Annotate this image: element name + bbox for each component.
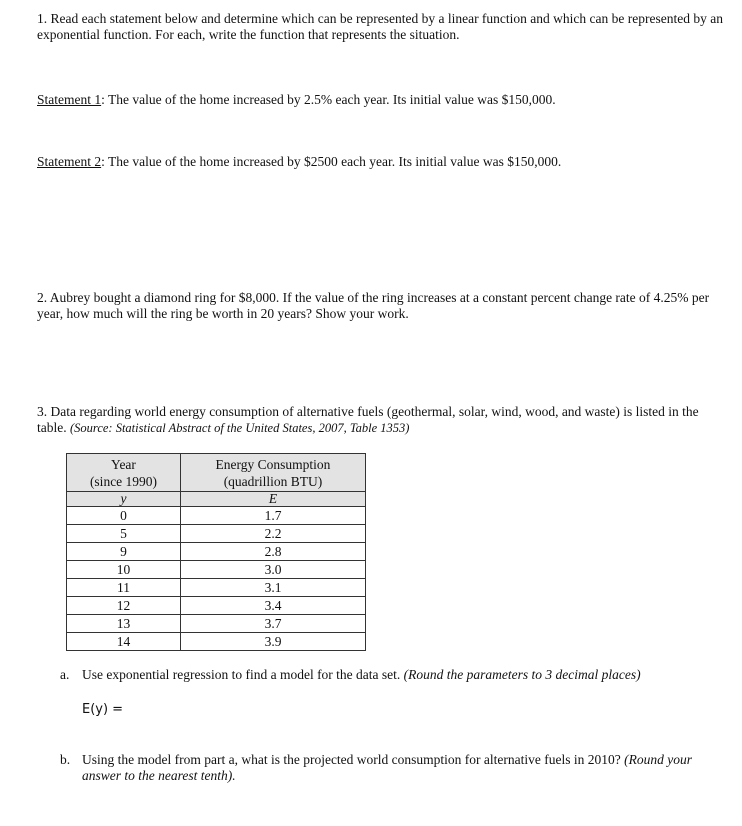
- year-header: [67, 454, 181, 492]
- energy-cell: 1.7: [181, 507, 366, 525]
- question-1: [37, 11, 727, 43]
- year-cell: 14: [67, 633, 181, 651]
- year-symbol: y: [67, 492, 181, 507]
- part-b-label: b.: [60, 752, 71, 767]
- question-2-text: 2. Aubrey bought a diamond ring for $8,000. If the value of the ring increases at a constant percent change rate of 4.25% per year, how much will the ring be worth in 20 years? Show your work.: [37, 290, 710, 321]
- energy-cell: 2.2: [181, 525, 366, 543]
- table-row: [67, 579, 366, 597]
- statement-1-label: Statement 1: [37, 92, 102, 107]
- table-row: [67, 615, 366, 633]
- year-cell: 10: [67, 561, 181, 579]
- year-cell: 12: [67, 597, 181, 615]
- table-row: [67, 543, 366, 561]
- table-row: [67, 597, 366, 615]
- year-header-line1: Year: [111, 457, 136, 472]
- part-b-text: Using the model from part a, what is the projected world consumption for alternative fuels in 2010?: [82, 752, 625, 767]
- energy-cell: 3.4: [181, 597, 366, 615]
- question-2: [37, 290, 727, 322]
- question-3-source: (Source: Statistical Abstract of the United States, 2007, Table 1353): [70, 421, 410, 435]
- energy-header: [181, 454, 366, 492]
- year-cell: 9: [67, 543, 181, 561]
- table-row: [67, 525, 366, 543]
- part-a-text: Use exponential regression to find a model for the data set.: [82, 667, 404, 682]
- part-a-equation: E(y) =: [82, 702, 124, 717]
- energy-symbol: E: [181, 492, 366, 507]
- question-1-text: 1. Read each statement below and determine which can be represented by a linear function and which can be represented by an exponential function. For each, write the function that represents the situation.: [37, 11, 723, 42]
- part-a-label: a.: [60, 667, 70, 682]
- year-cell: 13: [67, 615, 181, 633]
- part-b-note: (Round your answer to the nearest tenth).: [82, 752, 692, 783]
- energy-data-table: [66, 453, 366, 651]
- energy-cell: 3.7: [181, 615, 366, 633]
- statement-1-text: : The value of the home increased by 2.5% each year. Its initial value was $150,000.: [101, 92, 556, 107]
- table-row: [67, 507, 366, 525]
- energy-header-line1: Energy Consumption: [215, 457, 331, 472]
- statement-2-text: : The value of the home increased by $2500 each year. Its initial value was $150,000.: [101, 154, 562, 169]
- statement-2-label: Statement 2: [37, 154, 102, 169]
- year-cell: 11: [67, 579, 181, 597]
- energy-cell: 2.8: [181, 543, 366, 561]
- table-row: [67, 561, 366, 579]
- table-row: [67, 633, 366, 651]
- statement-2: [37, 154, 727, 170]
- energy-cell: 3.1: [181, 579, 366, 597]
- energy-header-line2: (quadrillion BTU): [223, 474, 323, 489]
- question-3-text: 3. Data regarding world energy consumption of alternative fuels (geothermal, solar, wind, wood, and waste) is listed in the table.: [37, 404, 699, 435]
- year-header-line2: (since 1990): [89, 474, 158, 489]
- part-a-note: (Round the parameters to 3 decimal places): [403, 667, 641, 682]
- statement-1: [37, 92, 727, 108]
- year-cell: 5: [67, 525, 181, 543]
- year-cell: 0: [67, 507, 181, 525]
- question-3: [37, 404, 727, 436]
- energy-cell: 3.9: [181, 633, 366, 651]
- energy-cell: 3.0: [181, 561, 366, 579]
